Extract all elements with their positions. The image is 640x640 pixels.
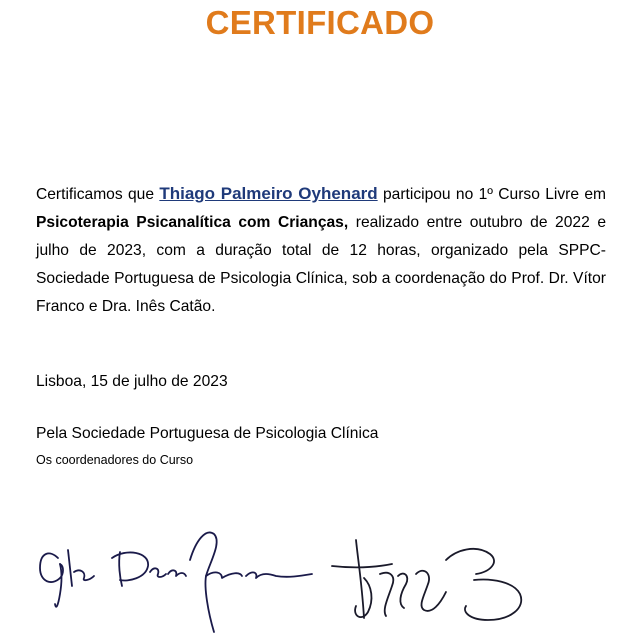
course-name: Psicoterapia Psicanalítica com Crianças, <box>36 214 349 231</box>
course-details-text: realizado entre outubro de 2022 e julho de 2023, com a duração total de 12 horas, organizado pela SPPC- Sociedade Portuguesa de Psicologia Clínica, sob a coordenação do Prof. Dr. Vítor Franco e Dra. Inês Catão. <box>36 214 606 315</box>
coordinators-line: Os coordenadores do Curso <box>36 453 194 467</box>
intro-text: Certificamos que <box>36 186 160 203</box>
organization-line: Pela Sociedade Portuguesa de Psicologia Clínica <box>36 425 379 442</box>
recipient-name: Thiago Palmeiro Oyhenard <box>159 184 378 203</box>
signatures <box>0 520 640 640</box>
place-date: Lisboa, 15 de julho de 2023 <box>36 373 228 390</box>
certificate-body <box>36 180 606 321</box>
signature-1 <box>40 532 312 632</box>
after-recipient-text: participou no 1º Curso Livre em <box>377 186 606 203</box>
certificate-paragraph <box>36 180 606 321</box>
signature-2 <box>332 540 521 620</box>
certificate-title: CERTIFICADO <box>205 4 435 41</box>
